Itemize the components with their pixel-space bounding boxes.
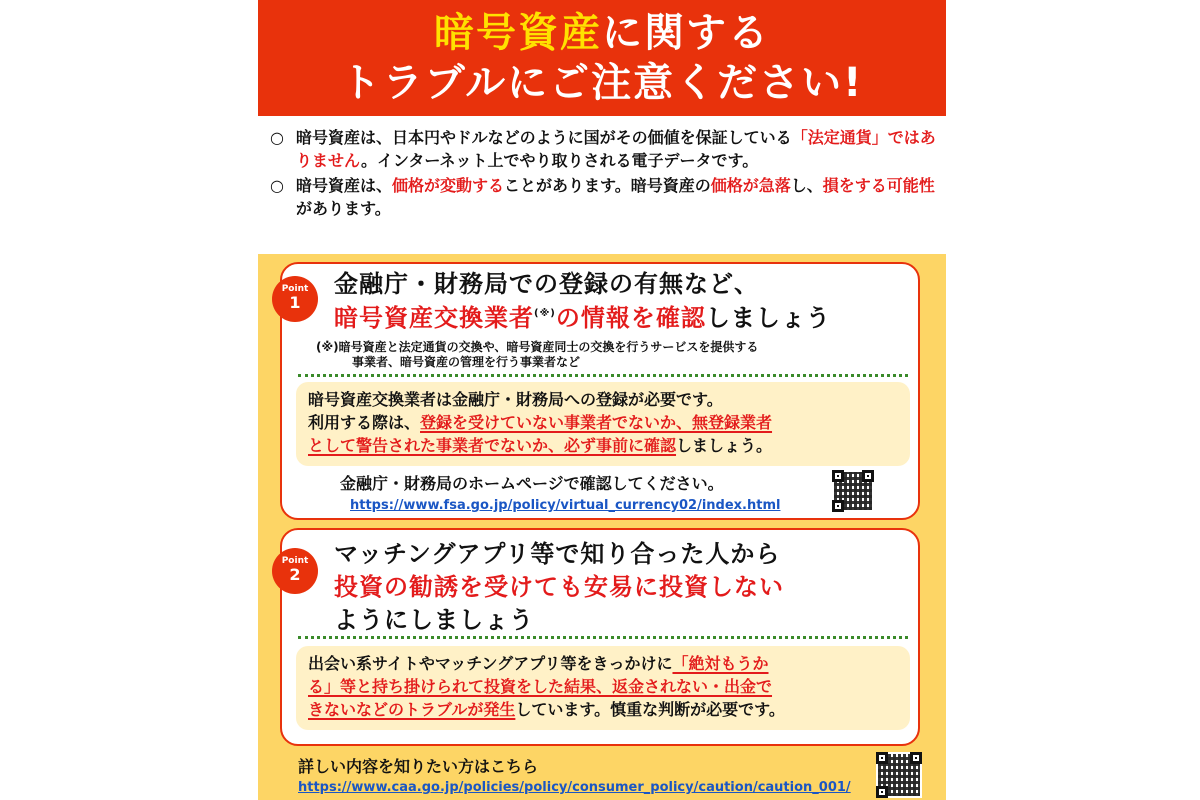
- qr-finder: [832, 470, 844, 482]
- intro-item-2-text-a: 暗号資産は、: [296, 176, 393, 195]
- point-2-badge-number: 2: [289, 565, 301, 584]
- intro-item-2-emphasis-c: 損をする可能性: [822, 176, 935, 195]
- point-1-heading-emphasis-a: 暗号資産交換業者: [334, 304, 534, 332]
- footer-label: 詳しい内容を知りたい方はこちら: [298, 757, 539, 776]
- notice-poster: [258, 0, 946, 800]
- qr-finder: [876, 786, 888, 798]
- intro-item-2: [270, 174, 940, 220]
- point-2-badge: [272, 548, 318, 594]
- point-2-heading-line-3: ようにしましょう: [334, 606, 534, 634]
- point-1-box-line-1: 暗号資産交換業者は金融庁・財務局への登録が必要です。: [308, 390, 723, 409]
- point-1-box-line-2: [308, 411, 898, 434]
- point-2-box-line-1: [308, 652, 898, 675]
- fsa-instruction: 金融庁・財務局のホームページで確認してください。: [340, 474, 724, 493]
- point-2-info-box: [296, 646, 910, 730]
- intro-item-2-text-d: があります。: [296, 199, 391, 218]
- caa-qr-code-icon[interactable]: [876, 752, 922, 798]
- point-1-box-emphasis-a: 登録を受けていない事業者でないか、無登録業者: [420, 413, 773, 432]
- point-2-divider: [298, 636, 908, 639]
- title-line-2: トラブルにご注意ください!: [340, 60, 864, 106]
- title-line-1-rest: に関する: [602, 10, 770, 56]
- qr-finder: [832, 500, 844, 512]
- point-1-footnote-line-2: 事業者、暗号資産の管理を行う事業者など: [352, 355, 581, 369]
- point-1-heading-emphasis-b: の情報を確認: [555, 304, 706, 332]
- intro-item-2-text-c: し、: [790, 176, 823, 195]
- qr-finder: [876, 752, 888, 764]
- intro-section: [270, 126, 940, 222]
- intro-item-1-text-b: 。インターネット上でやり取りされる電子データです。: [360, 151, 759, 170]
- point-2-heading-line-1: マッチングアプリ等で知り合った人から: [334, 540, 781, 568]
- point-2-box-emphasis-b: る」等と持ち掛けられて投資をした結果、返金されない・出金で: [308, 677, 773, 696]
- bullet-circle-icon: ○: [270, 176, 284, 195]
- intro-item-1-text-a: 暗号資産は、日本円やドルなどのように国がその価値を保証している: [296, 128, 792, 147]
- point-2-box-text-a: 出会い系サイトやマッチングアプリ等をきっかけに: [308, 654, 673, 673]
- caa-link[interactable]: https://www.caa.go.jp/policies/policy/consumer_policy/caution/caution_001/: [298, 780, 851, 795]
- point-1-footnote-line-1: (※)暗号資産と法定通貨の交換や、暗号資産同士の交換を行うサービスを提供する: [316, 340, 759, 354]
- title-line-1: [258, 10, 946, 56]
- point-2-box-emphasis-a: 「絶対もうか: [672, 654, 769, 673]
- point-2-badge-word: Point: [281, 556, 309, 566]
- point-2-box-line-3: [308, 698, 898, 721]
- qr-finder: [910, 752, 922, 764]
- point-2-box-line-2: [308, 675, 898, 698]
- intro-item-1-emphasis: 「法定通貨」ではありません: [296, 128, 936, 170]
- point-1-box-emphasis-b: として警告された事業者でないか、必ず事前に確認: [308, 436, 677, 455]
- point-2-heading-emphasis: 投資の勧誘を受けても安易に投資しない: [334, 573, 784, 601]
- title-highlight: 暗号資産: [434, 10, 602, 56]
- point-1-heading-line-1: 金融庁・財務局での登録の有無など、: [334, 270, 759, 298]
- point-2-box-text-b: しています。慎重な判断が必要です。: [515, 700, 785, 719]
- qr-finder: [862, 470, 874, 482]
- fsa-link[interactable]: https://www.fsa.go.jp/policy/virtual_currency02/index.html: [350, 498, 781, 513]
- bullet-circle-icon: ○: [270, 128, 284, 147]
- point-2-box-emphasis-c: きないなどのトラブルが発生: [308, 700, 516, 719]
- point-1-badge-word: Point: [281, 284, 309, 294]
- point-1-footnote-mark: (※): [534, 308, 556, 319]
- point-1-heading-end: しましょう: [705, 304, 831, 332]
- intro-item-2-emphasis-b: 価格が急落: [710, 176, 791, 195]
- intro-item-1: [270, 126, 940, 172]
- point-1-box-text-b: しましょう。: [676, 436, 773, 455]
- point-1-heading-line-2: [334, 302, 831, 334]
- point-1-info-box: [296, 382, 910, 466]
- intro-item-2-text-b: ことがあります。暗号資産の: [504, 176, 711, 195]
- header-banner: [258, 0, 946, 116]
- point-1-box-line-3: [308, 434, 898, 457]
- fsa-qr-code-icon[interactable]: [832, 470, 874, 512]
- point-1-box-text-a: 利用する際は、: [308, 413, 421, 432]
- intro-item-2-emphasis-a: 価格が変動する: [392, 176, 505, 195]
- point-1-divider: [298, 374, 908, 377]
- point-1-badge: [272, 276, 318, 322]
- point-1-badge-number: 1: [289, 293, 301, 312]
